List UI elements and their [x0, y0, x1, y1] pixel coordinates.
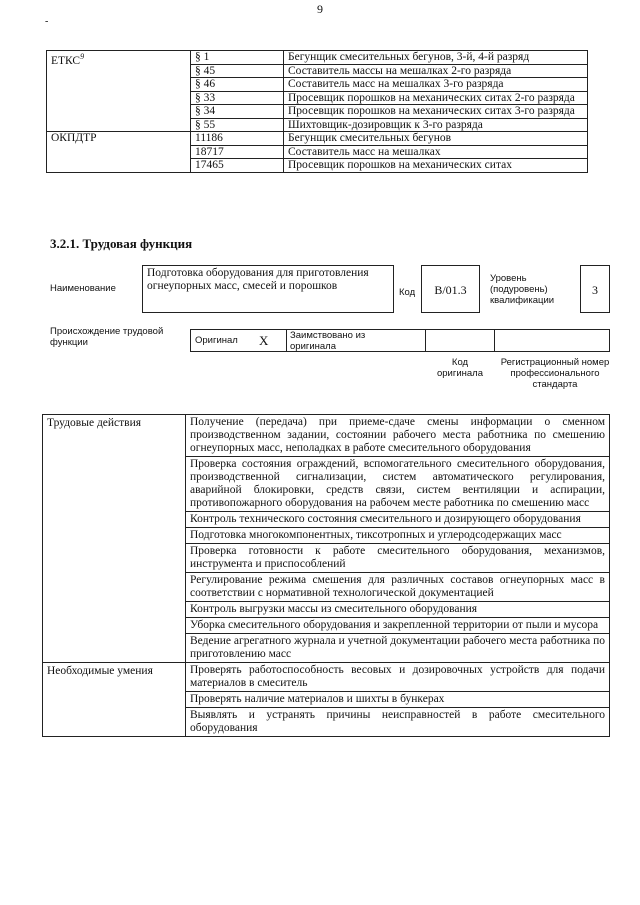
classifier-title: Составитель массы на мешалках 2-го разряда — [284, 64, 588, 78]
classifier-code: 17465 — [191, 159, 284, 173]
function-code-box: B/01.3 — [421, 265, 480, 313]
classifier-row — [47, 132, 588, 146]
classifier-title: Шихтовщик-дозировщик к 3-го разряда — [284, 118, 588, 132]
corner-mark: - — [45, 16, 49, 27]
list-item: Контроль технического состояния смесительного и дозирующего оборудования — [186, 512, 610, 528]
classifier-title: Просевщик порошков на механических ситах 3-го разряда — [284, 105, 588, 119]
original-label: Оригинал — [195, 335, 238, 346]
list-item: Проверка готовности к работе смесительного оборудования, механизмов, инструмента и приспособлений — [186, 544, 610, 573]
classifier-code: § 1 — [191, 51, 284, 65]
list-item: Контроль выгрузки массы из смесительного оборудования — [186, 602, 610, 618]
code-label: Код — [399, 287, 416, 298]
classifier-code: § 33 — [191, 91, 284, 105]
page-number: 9 — [317, 2, 323, 16]
section-label: Необходимые умения — [43, 663, 186, 737]
reg-caption: Регистрационный номер профессионального стандарта — [500, 357, 610, 390]
classifier-title: Бегунщик смесительных бегунов — [284, 132, 588, 146]
original-cell — [190, 329, 287, 352]
code-caption: Код оригинала — [436, 357, 483, 379]
classifier-title: Бегунщик смесительных бегунов, 3-й, 4-й разряд — [284, 51, 588, 65]
classifier-title: Просевщик порошков на механических ситах — [284, 159, 588, 173]
labor-function-table — [42, 414, 610, 737]
classifier-code: § 55 — [191, 118, 284, 132]
original-mark: X — [259, 333, 269, 348]
borrowed-label: Заимствовано из оригинала — [290, 330, 366, 352]
origin-label: Происхождение трудовой функции — [50, 326, 164, 348]
classifier-code: 18717 — [191, 145, 284, 159]
classifier-title: Просевщик порошков на механических ситах 2-го разряда — [284, 91, 588, 105]
function-name-box: Подготовка оборудования для приготовления огнеупорных масс, смесей и порошков — [142, 265, 394, 313]
list-item: Подготовка многокомпонентных, тиксотропных и углеродсодержащих масс — [186, 528, 610, 544]
table-row — [43, 415, 610, 457]
classifier-name-text: ЕТКС — [51, 54, 81, 67]
section-label: Трудовые действия — [43, 415, 186, 663]
classifier-row — [47, 51, 588, 65]
level-box: 3 — [580, 265, 610, 313]
classifier-name — [47, 51, 191, 132]
list-item: Ведение агрегатного журнала и учетной документации рабочего места работника по приготовлению масс — [186, 634, 610, 663]
origin-row — [190, 329, 610, 352]
list-item: Проверять работоспособность весовых и дозировочных устройств для подачи материалов в смеситель — [186, 663, 610, 692]
name-label: Наименование — [50, 283, 116, 294]
classifier-table — [46, 50, 588, 173]
borrowed-cell — [286, 329, 426, 352]
section-title: 3.2.1. Трудовая функция — [50, 236, 193, 251]
classifier-name — [47, 132, 191, 173]
classifier-title: Составитель масс на мешалках 3-го разряда — [284, 78, 588, 92]
classifier-title: Составитель масс на мешалках — [284, 145, 588, 159]
list-item: Получение (передача) при приеме-сдаче смены информации о сменном производственном задании, состоянии рабочего места работника по смешению огнеупорных масс, неполадках в работе смесительного оборудования — [186, 415, 610, 457]
classifier-code: § 34 — [191, 105, 284, 119]
list-item: Проверять наличие материалов и шихты в бункерах — [186, 692, 610, 708]
list-item: Выявлять и устранять причины неисправностей в работе смесительного оборудования — [186, 708, 610, 737]
list-item: Уборка смесительного оборудования и закрепленной территории от пыли и мусора — [186, 618, 610, 634]
original-code-cell — [425, 329, 495, 352]
classifier-code: § 45 — [191, 64, 284, 78]
reg-number-cell — [494, 329, 610, 352]
list-item: Проверка состояния ограждений, вспомогательного смесительного оборудования, производственной сигнализации, систем автоматического регулирования, аварийной блокировки, средств связи, систем вентиляции и аспирации, противопожарного оборудования на рабочем месте работника по смешению масс — [186, 457, 610, 512]
table-row — [43, 663, 610, 692]
classifier-code: § 46 — [191, 78, 284, 92]
footnote-ref: 9 — [80, 52, 85, 61]
list-item: Регулирование режима смешения для различных составов огнеупорных масс в соответствии с нормативной технологической документацией — [186, 573, 610, 602]
classifier-name-text: ОКПДТР — [51, 132, 97, 144]
classifier-code: 11186 — [191, 132, 284, 146]
level-label: Уровень (подуровень) квалификации — [490, 273, 555, 306]
